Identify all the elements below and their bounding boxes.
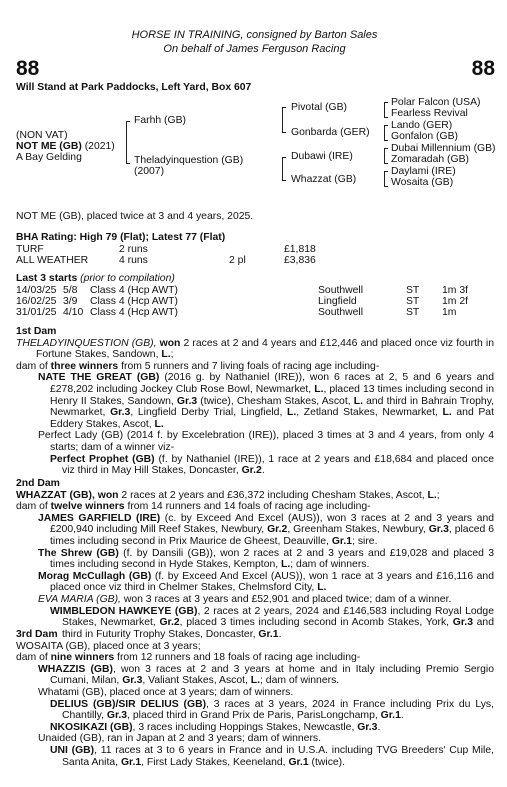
- entry-text: (twice).: [308, 756, 346, 768]
- produce-entry: [38, 664, 494, 687]
- horse-year: (2021): [81, 141, 115, 152]
- table-row: [16, 307, 468, 318]
- sire-dam-sire: Lando (GER): [391, 120, 453, 131]
- section-title: 1st Dam: [16, 326, 57, 337]
- produce-summary: [16, 501, 494, 513]
- entry-text: ; dam of winners.: [260, 675, 340, 687]
- dam-entry: [16, 490, 494, 502]
- group-label: Gr.3: [357, 721, 378, 733]
- class-cell: Class 4 (Hcp AWT): [90, 307, 178, 319]
- entry-text: , placed third in Grand Prix de Paris, ParisLongchamp,: [127, 710, 381, 722]
- pedigree-bracket: [384, 102, 385, 118]
- entry-text: , 11 races at 3 to 6 years in France and in U.S.A. including TVG Breeders' Cup Mile, Santa Anita,: [62, 744, 494, 768]
- placed-cell: 2 pl: [229, 255, 246, 266]
- entry-text: .: [400, 710, 404, 722]
- dam-entry: [16, 338, 494, 361]
- produce-name: NATE THE GREAT (GB): [38, 372, 160, 384]
- entry-text: .: [261, 465, 265, 477]
- produce-name: WHAZZIS (GB): [38, 663, 113, 675]
- course-cell: Lingfield: [318, 296, 357, 307]
- bha-rating: [16, 232, 316, 266]
- listed-label: L.: [427, 489, 437, 501]
- entry-text: .: [278, 628, 282, 640]
- horse-name: [16, 141, 115, 153]
- pedigree-bracket: [126, 121, 127, 164]
- entry-text: 2 races at 2 and 4 years and £12,446 and placed once viz fourth in Fortune Stakes, Sandown,: [36, 337, 494, 361]
- sire-sire-dam: Fearless Revival: [391, 108, 468, 119]
- produce-entry: [50, 454, 494, 477]
- produce-name: NKOSIKAZI (GB): [50, 721, 133, 733]
- position-cell: 3/9: [63, 296, 78, 307]
- listed-label: L.: [314, 383, 324, 395]
- listed-label: L.: [317, 582, 327, 594]
- listed-label: L.: [442, 407, 452, 419]
- produce-name: UNI (GB): [50, 744, 95, 756]
- entry-text: (f. by Dansili (GB)), won 2 races at 2 and 3 years and £19,028 and placed 3 times including second in Hyde Stakes, Kempton,: [50, 547, 494, 571]
- produce-entry: [38, 571, 494, 594]
- listed-label: L.: [154, 418, 164, 430]
- entry-text: .: [377, 721, 381, 733]
- entry-text: , placed 13 times including second in Henry II Stakes, Sandown,: [50, 383, 494, 407]
- entry-text: and Pat Eddery Stakes, Ascot,: [50, 407, 494, 430]
- runs-cell: 2 runs: [119, 243, 148, 255]
- entry-text: and third in Futurity Trophy Stakes, Doncaster,: [62, 617, 494, 640]
- going-cell: ST: [406, 284, 420, 296]
- group-label: Gr.3: [176, 395, 198, 407]
- produce-name: WIMBLEDON HAWKEYE (GB): [50, 605, 198, 617]
- pedigree-bracket: [282, 157, 283, 181]
- entry-text: ; dam of winners.: [290, 559, 370, 571]
- entry-text: from 14 runners and 14 foals of racing age including-: [124, 501, 371, 513]
- going-cell: ST: [406, 307, 420, 319]
- last-three-starts: [16, 273, 468, 319]
- last3-note: (prior to compilation): [77, 273, 175, 284]
- date-cell: 16/02/25: [16, 296, 57, 307]
- entry-text: , Lingfield Derby Trial, Lingfield,: [130, 407, 288, 419]
- table-row: [16, 285, 468, 296]
- course-cell: Southwell: [318, 284, 364, 296]
- entry-text: (2016 g. by Nathaniel (IRE)), won 6 races at 2, 5 and 6 years and £278,202 including Jockey Club Rose Bowl, Newmarket,: [50, 372, 494, 395]
- entry-text: (f. by Exceed And Excel (AUS)), won 1 race at 3 years and £16,116 and placed once viz third in Chelmer Stakes, Chelmsford City,: [50, 570, 494, 594]
- listed-label: L.: [161, 349, 171, 361]
- listed-label: L.: [287, 407, 297, 419]
- section-title: 3rd Dam: [16, 629, 58, 640]
- entry-text: won 3 races at 3 years and £52,901 and placed twice; dam of a winner.: [120, 593, 452, 605]
- distance-cell: 1m: [442, 307, 457, 319]
- entry-text: , placed 3 times including second in Acomb Stakes, York,: [179, 617, 453, 629]
- vat-status: (NON VAT): [16, 130, 68, 141]
- produce-entry: [50, 745, 494, 768]
- entry-text: , Zetland Stakes, Newmarket,: [296, 407, 443, 419]
- dam-sire-sire: Dubai Millennium (GB): [391, 143, 496, 154]
- entry-text: dam of: [16, 501, 51, 513]
- dam-entry: WOSAITA (GB), placed once at 3 years;: [16, 640, 201, 652]
- stand-location: Will Stand at Park Paddocks, Left Yard, Box 607: [16, 82, 252, 93]
- entry-text: from 12 runners and 18 foals of racing age including-: [114, 652, 361, 664]
- dam-dam-dam: Wosaita (GB): [391, 177, 454, 188]
- produce-entry: [50, 699, 494, 722]
- produce-summary: [16, 361, 494, 373]
- group-label: Gr.1: [288, 756, 309, 768]
- dam-name: WHAZZAT (GB), won: [16, 489, 119, 501]
- first-dam-section: [16, 326, 494, 477]
- horse-description: A Bay Gelding: [16, 152, 82, 163]
- group-label: Gr.3: [428, 524, 449, 536]
- prize-cell: £1,818: [284, 243, 316, 255]
- winners-count: three winners: [50, 360, 119, 372]
- dam-dam: Whazzat (GB): [291, 174, 357, 185]
- surface-cell: TURF: [16, 243, 44, 255]
- course-cell: Southwell: [318, 307, 364, 319]
- entry-text: 2 races at 2 years and £36,372 including Chesham Stakes, Ascot,: [118, 489, 428, 501]
- produce-name: DELIUS (GB)/SIR DELIUS (GB): [50, 698, 207, 710]
- dam: Theladyinquestion (GB): [134, 155, 244, 166]
- group-label: Gr.2: [159, 617, 180, 629]
- rating-table: [16, 244, 316, 267]
- prize-cell: £3,836: [284, 255, 316, 266]
- entry-text: , 3 races at 3 years, 2024 in France including Prix du Lys, Chantilly,: [62, 698, 494, 722]
- produce-entry: Perfect Lady (GB) (2014 f. by Excelebration (IRE)), placed 3 times at 3 and 4 years, from only 4 starts; dam of a winner viz-: [38, 430, 494, 453]
- entry-text: (f. by Nathaniel (IRE)), 1 race at 2 years and £18,684 and placed once viz third in May Hill Stakes, Doncaster,: [62, 453, 495, 477]
- group-label: Gr.2: [241, 465, 262, 477]
- group-label: Gr.1: [331, 535, 353, 547]
- table-row: [16, 296, 468, 307]
- second-dam-section: [16, 478, 494, 640]
- table-row: [16, 244, 316, 255]
- entry-text: , Greenham Stakes, Newbury,: [287, 524, 429, 536]
- rating-title: BHA Rating: High 79 (Flat); Latest 77 (Flat): [16, 232, 226, 243]
- group-label: Gr.3: [110, 407, 131, 419]
- entry-text: and third in Bahrain Trophy, Newmarket,: [50, 395, 495, 419]
- position-cell: 5/8: [63, 284, 78, 296]
- entry-text: , 3 races including Hoppings Stakes, Newcastle,: [132, 721, 358, 733]
- entry-text: , First Lady Stakes, Keeneland,: [141, 756, 289, 768]
- dam-dam-sire: Daylami (IRE): [391, 166, 456, 177]
- group-label: Gr.3: [122, 675, 143, 687]
- dam-sire: Dubawi (IRE): [291, 151, 353, 162]
- entry-text: ;: [436, 489, 440, 501]
- produce-entry: [50, 722, 494, 734]
- position-cell: 4/10: [63, 307, 84, 319]
- listed-label: L.: [250, 675, 261, 687]
- date-cell: 14/03/25: [16, 284, 57, 296]
- winners-count: nine winners: [50, 652, 115, 664]
- horse-name-text: NOT ME (GB): [16, 141, 82, 152]
- dam-sire-dam: Zomaradah (GB): [391, 154, 469, 165]
- entry-text: , placed 6 times including second in Prix Maurice de Gheest, Deauville,: [50, 524, 495, 547]
- entry-text: , won 3 races at 2 and 3 years at home and in Italy including Premio Sergio Cumani, Milan,: [50, 663, 494, 687]
- group-label: Gr.2: [267, 524, 288, 536]
- group-label: Gr.1: [380, 710, 401, 722]
- produce-entry: [38, 372, 494, 430]
- entry-text: , Valiant Stakes, Ascot,: [142, 675, 251, 687]
- produce-entry: Whatami (GB), placed once at 3 years; dam of winners.: [38, 686, 294, 698]
- class-cell: Class 4 (Hcp AWT): [90, 284, 178, 296]
- produce-name: The Shrew (GB): [38, 547, 119, 559]
- produce-name: JAMES GARFIELD (IRE): [38, 512, 161, 524]
- distance-cell: 1m 2f: [442, 296, 468, 307]
- produce-entry: [38, 513, 494, 548]
- sire-sire-sire: Polar Falcon (USA): [391, 97, 481, 108]
- race-summary: NOT ME (GB), placed twice at 3 and 4 years, 2025.: [16, 211, 254, 222]
- group-label: Gr.3: [452, 617, 473, 629]
- distance-cell: 1m 3f: [442, 284, 468, 296]
- group-label: Gr.3: [106, 710, 128, 722]
- surface-cell: ALL WEATHER: [16, 255, 89, 266]
- section-title: 2nd Dam: [16, 478, 60, 489]
- consignor-line: HORSE IN TRAINING, consigned by Barton Sales: [131, 29, 378, 41]
- lot-number-right: 88: [471, 57, 495, 80]
- entry-text: dam of: [16, 360, 51, 372]
- produce-name: Morag McCullagh (GB): [38, 570, 152, 582]
- entry-text: (twice), Chesham Stakes, Ascot,: [197, 395, 354, 407]
- listed-label: L.: [353, 395, 363, 407]
- placed-cell: [229, 244, 284, 255]
- dam-year: (2007): [134, 166, 165, 177]
- class-cell: Class 4 (Hcp AWT): [90, 296, 178, 307]
- sire-dam-dam: Gonfalon (GB): [391, 131, 458, 142]
- sire: Farhh (GB): [134, 115, 186, 126]
- entry-text: ; sire.: [352, 535, 378, 547]
- won-label: won: [156, 337, 181, 349]
- date-cell: 31/01/25: [16, 307, 57, 319]
- produce-entry: [38, 594, 494, 606]
- vendor-line: On behalf of James Ferguson Racing: [163, 43, 346, 55]
- pedigree-bracket: [384, 148, 385, 164]
- produce-summary: [16, 652, 494, 664]
- produce-entry: [38, 548, 494, 571]
- runs-cell: 4 runs: [119, 255, 148, 266]
- produce-name: EVA MARIA (GB),: [38, 593, 121, 605]
- entry-text: (c. by Exceed And Excel (AUS)), won 3 races at 2 and 3 years and £200,940 including Mill Reef Stakes, Newbury,: [50, 512, 495, 536]
- pedigree-bracket: [384, 171, 385, 187]
- winners-count: twelve winners: [50, 501, 125, 513]
- listed-label: L.: [281, 559, 291, 571]
- last3-heading: Last 3 starts: [16, 273, 78, 284]
- produce-name: Perfect Prophet (GB): [50, 453, 155, 465]
- sire-dam: Gonbarda (GER): [291, 127, 370, 138]
- going-cell: ST: [406, 296, 420, 307]
- entry-text: from 5 runners and 7 living foals of racing age including-: [118, 360, 380, 372]
- entry-text: dam of: [16, 652, 51, 664]
- third-dam-section: [16, 629, 494, 768]
- group-label: Gr.1: [120, 756, 142, 768]
- sire-sire: Pivotal (GB): [291, 102, 348, 113]
- group-label: Gr.1: [258, 628, 279, 640]
- entry-text: , 2 races at 2 years, 2024 and £146,583 including Royal Lodge Stakes, Newmarket,: [62, 605, 494, 629]
- last3-title: [16, 273, 468, 285]
- table-row: [16, 255, 316, 266]
- lot-number-left: 88: [16, 57, 40, 80]
- pedigree-bracket: [384, 125, 385, 141]
- dam-name: THELADYINQUESTION (GB),: [16, 337, 157, 349]
- pedigree-bracket: [282, 107, 283, 133]
- last3-table: [16, 285, 468, 319]
- entry-text: ;: [170, 349, 174, 361]
- produce-entry: Unaided (GB), ran in Japan at 2 and 3 years; dam of winners.: [38, 733, 322, 745]
